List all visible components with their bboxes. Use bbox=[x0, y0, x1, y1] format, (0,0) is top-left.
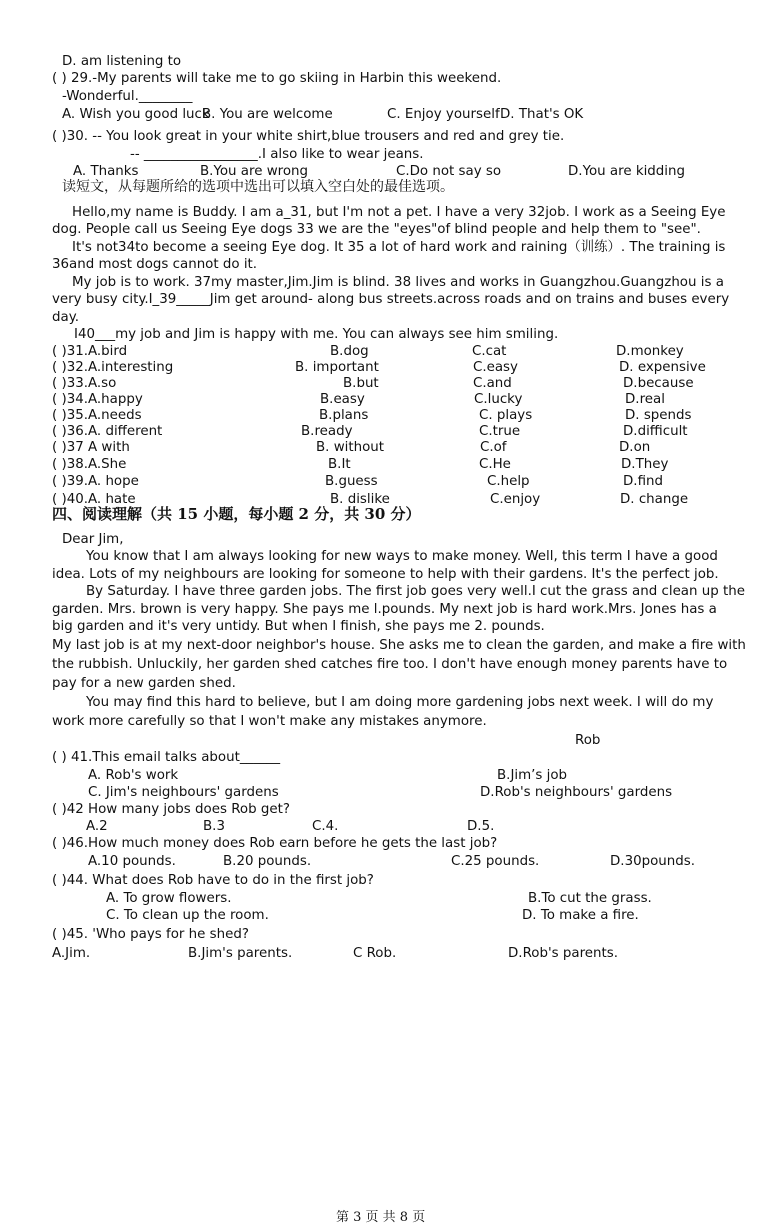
q44-option-a: A. To grow flowers. bbox=[106, 891, 232, 906]
option-c: C.enjoy bbox=[490, 492, 541, 507]
letter-p1-line1: You know that I am always looking for new ways to make money. Well, this term I have a good bbox=[86, 549, 718, 564]
option-c: C.cat bbox=[472, 344, 507, 359]
option-b: B. dislike bbox=[330, 492, 390, 507]
option-d: D.monkey bbox=[616, 344, 684, 359]
letter-p2-line1: By Saturday. I have three garden jobs. The first job goes very well.I cut the grass and clean up the bbox=[86, 584, 745, 599]
q30-reply: -- _________________.I also like to wear jeans. bbox=[130, 147, 424, 162]
q46-option-d: D.30pounds. bbox=[610, 854, 696, 869]
option-c: C.lucky bbox=[474, 392, 523, 407]
option-d: D. spends bbox=[625, 408, 692, 423]
option-b: B.but bbox=[343, 376, 379, 391]
option-d: D.difficult bbox=[623, 424, 688, 439]
q46-option-a: A.10 pounds. bbox=[88, 854, 176, 869]
option-c: C.He bbox=[479, 457, 511, 472]
cloze-para3-line3: day. bbox=[52, 310, 79, 325]
option-stem: ( )37 A with bbox=[52, 440, 130, 455]
option-c: C.easy bbox=[473, 360, 518, 375]
q29-stem: ( ) 29.-My parents will take me to go skiing in Harbin this weekend. bbox=[52, 71, 502, 86]
option-c: C.help bbox=[487, 474, 530, 489]
q30-option-b: B.You are wrong bbox=[200, 164, 309, 179]
q42-option-d: D.5. bbox=[467, 819, 495, 834]
option-d: D. expensive bbox=[619, 360, 706, 375]
option-b: B. important bbox=[295, 360, 379, 375]
option-d: D.find bbox=[623, 474, 663, 489]
q46-option-c: C.25 pounds. bbox=[451, 854, 540, 869]
q30-option-a: A. Thanks bbox=[73, 164, 139, 179]
cloze-instruction: 读短文，从每题所给的选项中选出可以填入空白处的最佳选项。 bbox=[62, 179, 454, 195]
q30-stem: ( )30. -- You look great in your white shirt,blue trousers and red and grey tie. bbox=[52, 129, 565, 144]
cloze-para3-line1: My job is to work. 37my master,Jim.Jim is blind. 38 lives and works in Guangzhou.Guangzhou is a bbox=[72, 275, 724, 290]
option-stem: ( )33.A.so bbox=[52, 376, 117, 391]
cloze-para2-line1: It's not34to become a seeing Eye dog. It 35 a lot of hard work and raining（训练）. The training is bbox=[72, 240, 726, 255]
q29-option-b: B. You are welcome bbox=[202, 107, 333, 122]
option-d: D. change bbox=[620, 492, 689, 507]
q41-option-a: A. Rob's work bbox=[88, 768, 179, 783]
q41-option-d: D.Rob's neighbours' gardens bbox=[480, 785, 673, 800]
option-stem: ( )36.A. different bbox=[52, 424, 163, 439]
q44-option-c: C. To clean up the room. bbox=[106, 908, 269, 923]
option-stem: ( )39.A. hope bbox=[52, 474, 139, 489]
q42-option-a: A.2 bbox=[86, 819, 108, 834]
q42-option-c: C.4. bbox=[312, 819, 339, 834]
q29-reply: -Wonderful.________ bbox=[62, 89, 193, 104]
q41-option-b: B.Jim’s job bbox=[497, 768, 568, 783]
option-stem: ( )34.A.happy bbox=[52, 392, 143, 407]
q30-option-d: D.You are kidding bbox=[568, 164, 685, 179]
letter-p3-line1: My last job is at my next-door neighbor's house. She asks me to clean the garden, and make a fire with bbox=[52, 638, 746, 653]
q45-option-c: C Rob. bbox=[353, 946, 397, 961]
cloze-para1-line1: Hello,my name is Buddy. I am a_31, but I'm not a pet. I have a very 32job. I work as a Seeing Eye bbox=[72, 205, 726, 220]
cloze-para3-line2: very busy city.I_39_____Jim get around- along bus streets.across roads and on trains and buses every bbox=[52, 292, 730, 307]
q29-option-c: C. Enjoy yourself bbox=[387, 107, 500, 122]
option-b: B.dog bbox=[330, 344, 369, 359]
letter-p2-line3: big garden and it's very untidy. But when I finish, she pays me 2. pounds. bbox=[52, 619, 545, 634]
q30-option-c: C.Do not say so bbox=[396, 164, 502, 179]
q29-option-a: A. Wish you good luck bbox=[62, 107, 210, 122]
option-c: C.of bbox=[480, 440, 507, 455]
q41-option-c: C. Jim's neighbours' gardens bbox=[88, 785, 279, 800]
option-b: B.easy bbox=[320, 392, 365, 407]
option-b: B. without bbox=[316, 440, 385, 455]
q42-option-b: B.3 bbox=[203, 819, 225, 834]
option-d: D.They bbox=[621, 457, 669, 472]
letter-p2-line2: garden. Mrs. brown is very happy. She pays me l.pounds. My next job is hard work.Mrs. Jones has a bbox=[52, 602, 717, 617]
q45-option-d: D.Rob's parents. bbox=[508, 946, 619, 961]
q28-option-d: D. am listening to bbox=[62, 54, 182, 69]
option-b: B.plans bbox=[319, 408, 369, 423]
letter-p3-line2: the rubbish. Unluckily, her garden shed catches fire too. I don't have enough money parents have to bbox=[52, 657, 728, 672]
q44-option-d: D. To make a fire. bbox=[522, 908, 639, 923]
option-b: B.guess bbox=[325, 474, 378, 489]
option-c: C.true bbox=[479, 424, 521, 439]
option-stem: ( )31.A.bird bbox=[52, 344, 128, 359]
q41-stem: ( ) 41.This email talks about______ bbox=[52, 750, 281, 765]
option-d: D.on bbox=[619, 440, 651, 455]
letter-p3-line3: pay for a new garden shed. bbox=[52, 676, 236, 691]
cloze-para4: I40___my job and Jim is happy with me. You can always see him smiling. bbox=[74, 327, 559, 342]
q29-option-d: D. That's OK bbox=[500, 107, 584, 122]
letter-p4-line1: You may find this hard to believe, but I am doing more gardening jobs next week. I will do my bbox=[86, 695, 714, 710]
cloze-para2-line2: 36and most dogs cannot do it. bbox=[52, 257, 258, 272]
option-stem: ( )38.A.She bbox=[52, 457, 127, 472]
q45-stem: ( )45. 'Who pays for he shed? bbox=[52, 927, 249, 942]
q46-option-b: B.20 pounds. bbox=[223, 854, 312, 869]
option-stem: ( )40.A. hate bbox=[52, 492, 136, 507]
letter-p4-line2: work more carefully so that I won't make any mistakes anymore. bbox=[52, 714, 487, 729]
option-stem: ( )35.A.needs bbox=[52, 408, 142, 423]
option-c: C. plays bbox=[479, 408, 533, 423]
q44-stem: ( )44. What does Rob have to do in the first job? bbox=[52, 873, 374, 888]
q45-option-a: A.Jim. bbox=[52, 946, 91, 961]
cloze-para1-line2: dog. People call us Seeing Eye dogs 33 we are the "eyes"of blind people and help them to "see". bbox=[52, 222, 701, 237]
q44-option-b: B.To cut the grass. bbox=[528, 891, 652, 906]
option-stem: ( )32.A.interesting bbox=[52, 360, 174, 375]
page-footer: 第 3 页 共 8 页 bbox=[336, 1210, 426, 1225]
option-b: B.ready bbox=[301, 424, 353, 439]
q42-stem: ( )42 How many jobs does Rob get? bbox=[52, 802, 290, 817]
letter-signature: Rob bbox=[575, 733, 601, 748]
letter-p1-line2: idea. Lots of my neighbours are looking for someone to help with their gardens. It's the perfect job. bbox=[52, 567, 719, 582]
option-b: B.It bbox=[328, 457, 351, 472]
letter-greeting: Dear Jim, bbox=[62, 532, 124, 547]
q46-stem: ( )46.How much money does Rob earn before he gets the last job? bbox=[52, 836, 498, 851]
section-heading: 四、阅读理解（共 15 小题，每小题 2 分，共 30 分） bbox=[52, 505, 421, 523]
option-d: D.because bbox=[623, 376, 694, 391]
q45-option-b: B.Jim's parents. bbox=[188, 946, 293, 961]
option-d: D.real bbox=[625, 392, 665, 407]
option-c: C.and bbox=[473, 376, 512, 391]
